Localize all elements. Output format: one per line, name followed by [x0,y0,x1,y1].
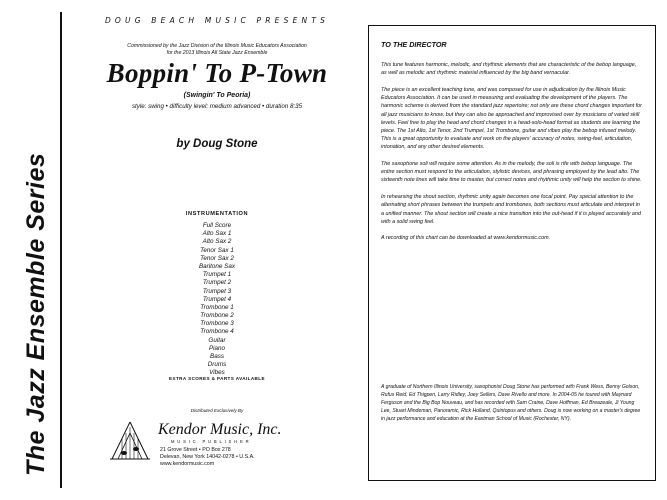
piece-title: Boppin' To P-Town [106,58,328,88]
instrument-item: Trumpet 1 [202,271,232,279]
distributed-by: Distributed Exclusively By [190,408,244,413]
instrument-item: Bass [210,353,224,360]
publisher-website: www.kendormusic.com [160,461,215,467]
instrument-item: Drums [207,361,227,369]
instrumentation-list [72,222,362,378]
publisher-address [160,447,255,468]
instrument-item: Tenor Sax 1 [200,246,234,254]
notes-paragraph: This tune features harmonic, melodic, and rhythmic elements that are characteristic of the bebop language, as well as melodic and rhythmic material influenced by the big band vernacular. [381,62,637,77]
extras-note: EXTRA SCORES & PARTS AVAILABLE [169,376,265,381]
instrument-item: Piano [208,344,226,352]
instrument-item: Full Score [202,222,232,229]
instrument-item: Alto Sax 1 [202,230,232,238]
instrument-item: Trombone 1 [200,303,234,311]
instrument-item: Alto Sax 2 [202,238,232,246]
notes-title: TO THE DIRECTOR [381,40,447,49]
instrument-item: Trombone 4 [200,328,234,336]
composer-credit: by Doug Stone [176,138,258,150]
commission-line-1: Commissioned by the Jazz Division of the Illinois Music Educators Association [127,43,307,49]
publisher-block [108,419,338,479]
instrument-item: Guitar [208,336,226,344]
instrument-item: Trumpet 2 [202,279,232,287]
composer-bio: A graduate of Northern Illinois University, saxophonist Doug Stone has performed with Frank Wess, Benny Golson, Rufus Reid, Ed Thigpen, Larry Ridley, Joey Sellers, Dave Rivello and more. In 2004-05 he toured with Maynard Ferguson and the Big Bop Nouveau, and has recorded with Sam Craine, Dave Hoffman, Ed Breazeale, Ji Young Lee, Stuart Mindeman, Panoramic, Rick Holland, Quintopus and others. Doug is now working on a master's degree in jazz performance and education at the Eastman School of Music (Rochester, NY). [381,384,641,422]
notes-paragraph: The piece is an excellent teaching tune, and was composed for use in adjudication by the Illinois Music Educators Association. It can be used in measuring and evaluating the development of the players. The harmonic scheme is derived from the standard jazz repertoire; not only are these chord changes important for all jazz musicians to know, but they can also be approached and improvised over by musicians of varied skill levels. Feel free to play the head and chord changes in a head-solo-head format as students are learning the piece. The 1st Alto, 1st Tenor, 2nd Trumpet, 1st Trombone, guitar and vibes play the bebop infused melody. This is a great opportunity to evaluate and work on the players' accuracy of notes, swing-feel, articulation, intonation, and any other desired elements. [381,86,642,151]
series-title: The Jazz Ensemble Series [22,152,50,476]
piece-meta: style: swing • difficulty level: medium advanced • duration 8:35 [131,103,303,110]
instrument-item: Trombone 2 [200,312,234,320]
address-line-2: Delevan, New York 14042-0278 • U.S.A. [160,454,255,460]
kendor-logo-icon [108,419,152,463]
notes-paragraph: The saxophone soli will require some attention. As in the melody, the soli is rife with bebop language. The entire section must respond to the articulation, stylistic devices, and phrasing employed by the lead alto. The sixteenth note lines will take time to master, but correct notes and rhythmic unity will help the section to shine. [381,161,642,184]
instrument-item: Tenor Sax 2 [200,254,234,262]
publisher-subline: MUSIC PUBLISHER [171,439,252,444]
instrumentation-heading: INSTRUMENTATION [185,211,249,217]
instrument-item: Baritone Sax [198,262,236,270]
presents-line: DOUG BEACH MUSIC PRESENTS [104,16,330,25]
instrument-item: Vibes [209,369,225,377]
cover-left-column [72,0,362,500]
piece-subtitle: (Swingin' To Peoria) [183,92,251,99]
address-line-1: 21 Grove Street • PO Box 278 [160,447,231,453]
instrument-item: Trumpet 3 [202,287,232,295]
instrument-item: Trombone 3 [200,320,234,328]
commission-note [72,43,362,57]
publisher-name: Kendor Music, Inc. [158,421,282,438]
notes-paragraph: In rehearsing the shout section, rhythmic unity again becomes one focal point. Pay special attention to the alternating short phrases between the trumpets and trombones, both sections must articulate and interpret in a unified manner. The shout section will create a nice transition into the out-head if it is played accurately and with a solid swing feel. [381,194,641,225]
instrument-item: Trumpet 4 [202,295,232,303]
commission-line-2: for the 2013 Illinois All State Jazz Ensemble [166,50,268,56]
director-notes-box [368,25,656,481]
notes-paragraph: A recording of this chart can be downloaded at www.kendormusic.com. [381,235,551,242]
